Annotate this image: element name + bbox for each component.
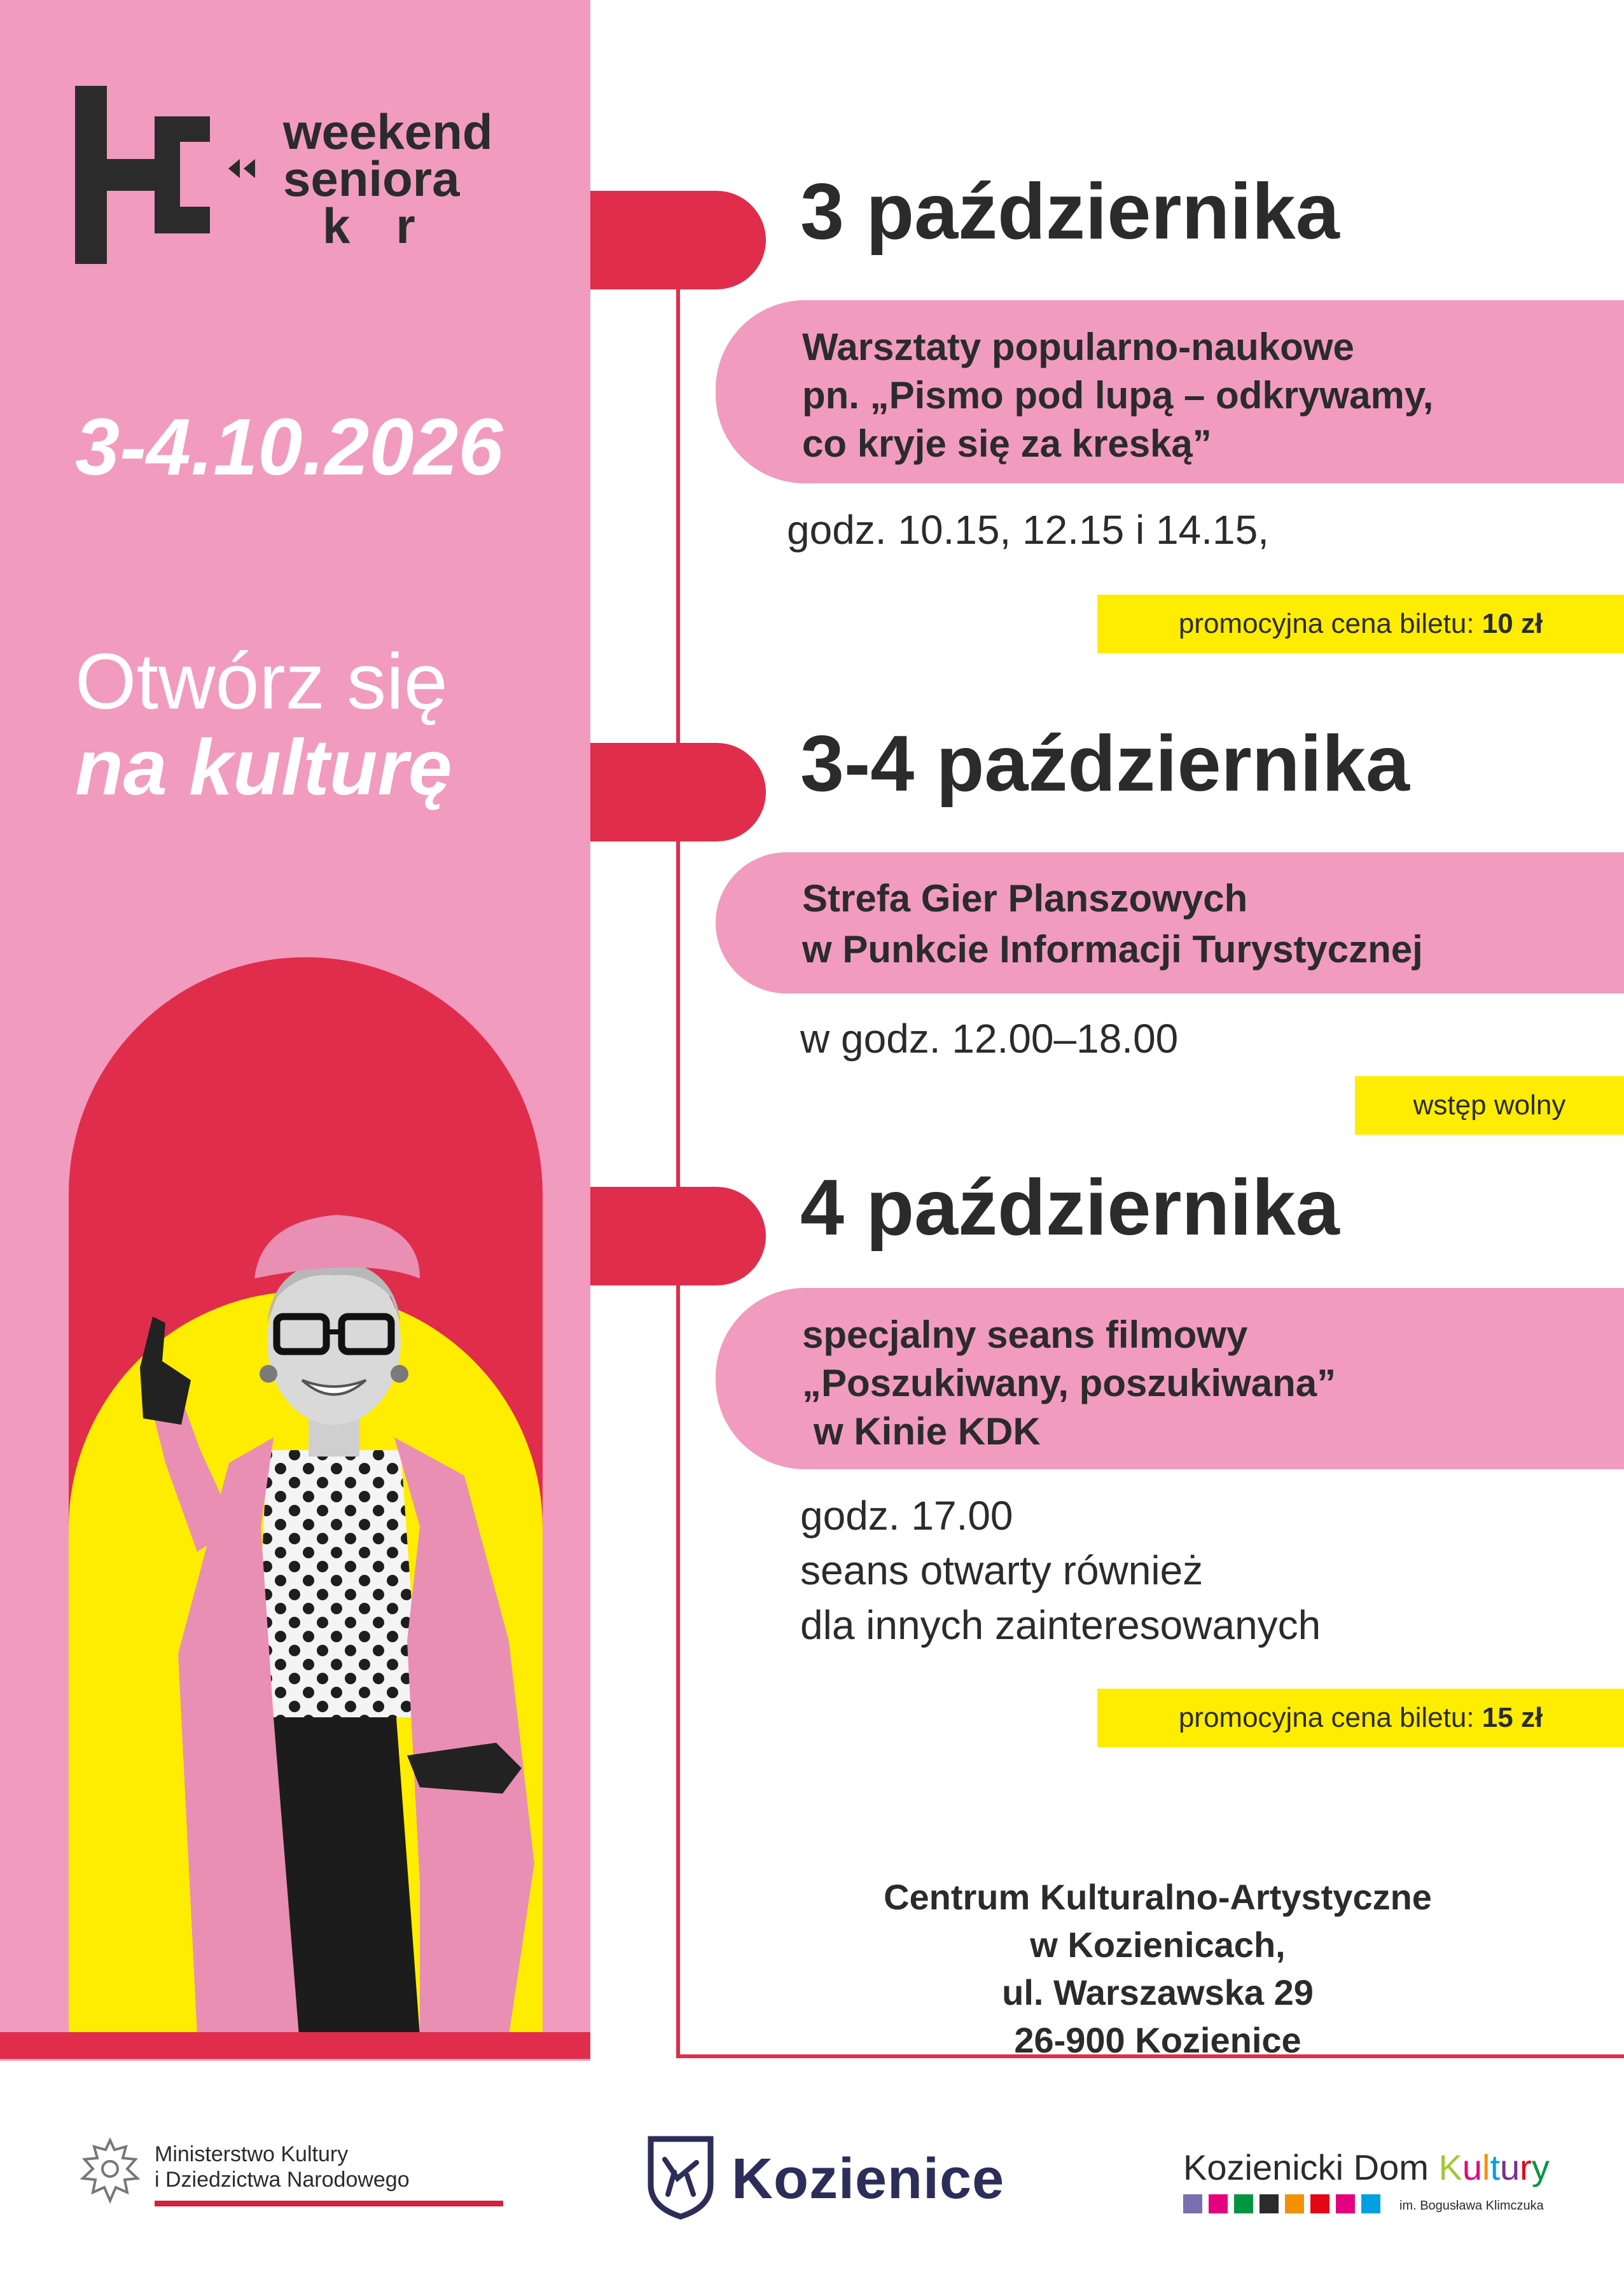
event-2-title-box xyxy=(716,852,1624,993)
price-label: promocyjna cena biletu: xyxy=(1178,608,1475,639)
venue-address xyxy=(821,1873,1495,2064)
event-2-title xyxy=(802,873,1423,975)
venue-line: w Kozienicach, xyxy=(1030,1925,1286,1965)
event-3-details xyxy=(800,1488,1321,1652)
ministry-name xyxy=(155,2142,410,2192)
event-1-details xyxy=(787,502,1269,557)
slogan-line-1: Otwórz się xyxy=(75,638,448,726)
kdk-letter: t xyxy=(1490,2147,1500,2187)
free-entry-label: wstęp wolny xyxy=(1413,1090,1566,1121)
senior-woman-photo xyxy=(64,1196,590,2035)
date-tab-1 xyxy=(590,191,766,289)
kdk-color-squares xyxy=(1183,2194,1380,2213)
kdk-letter: K xyxy=(1438,2147,1462,2187)
event-2-hours: w godz. 12.00–18.00 xyxy=(800,1016,1179,1062)
ministry-logo xyxy=(75,2134,431,2210)
kdk-name xyxy=(1183,2147,1550,2188)
event-1-hours: godz. 10.15, 12.15 i 14.15, xyxy=(787,507,1269,553)
kdk-letter: u xyxy=(1462,2147,1482,2187)
kdk-color-square xyxy=(1336,2194,1355,2213)
venue-line: Centrum Kulturalno-Artystyczne xyxy=(884,1877,1432,1917)
event-1-price-tag xyxy=(1097,595,1624,653)
event-2-title-line: Strefa Gier Planszowych xyxy=(802,877,1248,920)
kdk-letter: r xyxy=(1520,2147,1532,2187)
kdk-color-square xyxy=(1310,2194,1329,2213)
venue-line: 26-900 Kozienice xyxy=(1014,2020,1301,2060)
kdk-color-square xyxy=(1285,2194,1304,2213)
event-2-date: 3-4 października xyxy=(800,720,1410,808)
ministry-line-2: i Dziedzictwa Narodowego xyxy=(155,2168,410,2192)
event-1-title-line: co kryje się za kreską” xyxy=(802,422,1212,465)
event-3-note-line: seans otwarty również xyxy=(800,1547,1204,1593)
slogan-line-2: na kulturę xyxy=(75,724,452,812)
event-3-hours: godz. 17.00 xyxy=(800,1493,1013,1539)
event-3-title-line: specjalny seans filmowy xyxy=(802,1313,1248,1356)
event-1-title xyxy=(802,323,1433,468)
logo-line-kr: kr xyxy=(323,198,461,254)
kdk-patron: im. Bogusława Klimczuka xyxy=(1399,2199,1544,2213)
event-3-title xyxy=(802,1311,1336,1456)
kdk-letter: l xyxy=(1482,2147,1490,2187)
kdk-color-square xyxy=(1209,2194,1228,2213)
event-3-title-box xyxy=(716,1288,1624,1469)
date-tab-3 xyxy=(590,1187,766,1285)
kozienice-name: Kozienice xyxy=(732,2147,1005,2211)
timeline-line xyxy=(676,273,680,2058)
venue-line: ul. Warszawska 29 xyxy=(1002,1972,1314,2012)
ministry-line-1: Ministerstwo Kultury xyxy=(155,2142,349,2166)
kdk-color-square xyxy=(1183,2194,1202,2213)
kdk-logo xyxy=(1183,2147,1565,2217)
event-2-free-entry-tag xyxy=(1355,1076,1624,1135)
ministry-red-bar xyxy=(155,2201,503,2206)
logo-text xyxy=(283,104,512,254)
event-1-title-line: Warsztaty popularno-naukowe xyxy=(802,326,1354,368)
kdk-color-square xyxy=(1234,2194,1253,2213)
slogan xyxy=(75,639,452,811)
event-dates: 3-4.10.2026 xyxy=(75,402,503,492)
double-arrow-icon xyxy=(226,156,264,181)
event-3-date: 4 października xyxy=(800,1164,1340,1252)
event-1-date: 3 października xyxy=(800,168,1340,256)
price-value: 15 zł xyxy=(1482,1702,1543,1733)
event-3-title-line: „Poszukiwany, poszukiwana” xyxy=(802,1362,1336,1404)
event-2-title-line: w Punkcie Informacji Turystycznej xyxy=(802,928,1423,971)
kdk-name-part: Kozienicki Dom xyxy=(1183,2147,1439,2187)
weekend-seniora-k-logo-icon xyxy=(75,86,210,264)
eagle-emblem-icon xyxy=(75,2134,145,2207)
price-value: 10 zł xyxy=(1482,608,1543,639)
event-2-details xyxy=(800,1011,1178,1066)
kdk-letter: u xyxy=(1500,2147,1520,2187)
left-panel xyxy=(0,0,590,2061)
event-3-note-line: dla innych zainteresowanych xyxy=(800,1602,1321,1648)
kdk-color-square xyxy=(1260,2194,1279,2213)
event-1-title-line: pn. „Pismo pod lupą – odkrywamy, xyxy=(802,374,1434,417)
event-3-price-tag xyxy=(1097,1689,1624,1747)
left-bottom-bar xyxy=(0,2032,590,2059)
kdk-color-square xyxy=(1361,2194,1380,2213)
event-3-title-line: w Kinie KDK xyxy=(814,1410,1041,1453)
date-tab-2 xyxy=(590,743,766,841)
price-label: promocyjna cena biletu: xyxy=(1178,1702,1475,1733)
logo-line-seniora: seniora xyxy=(283,151,460,207)
kozienice-crest-icon xyxy=(646,2134,716,2220)
event-1-title-box xyxy=(716,300,1624,483)
kozienice-city-logo xyxy=(646,2134,1027,2223)
kdk-letter: y xyxy=(1531,2147,1550,2187)
logo-line-weekend: weekend xyxy=(283,104,493,160)
